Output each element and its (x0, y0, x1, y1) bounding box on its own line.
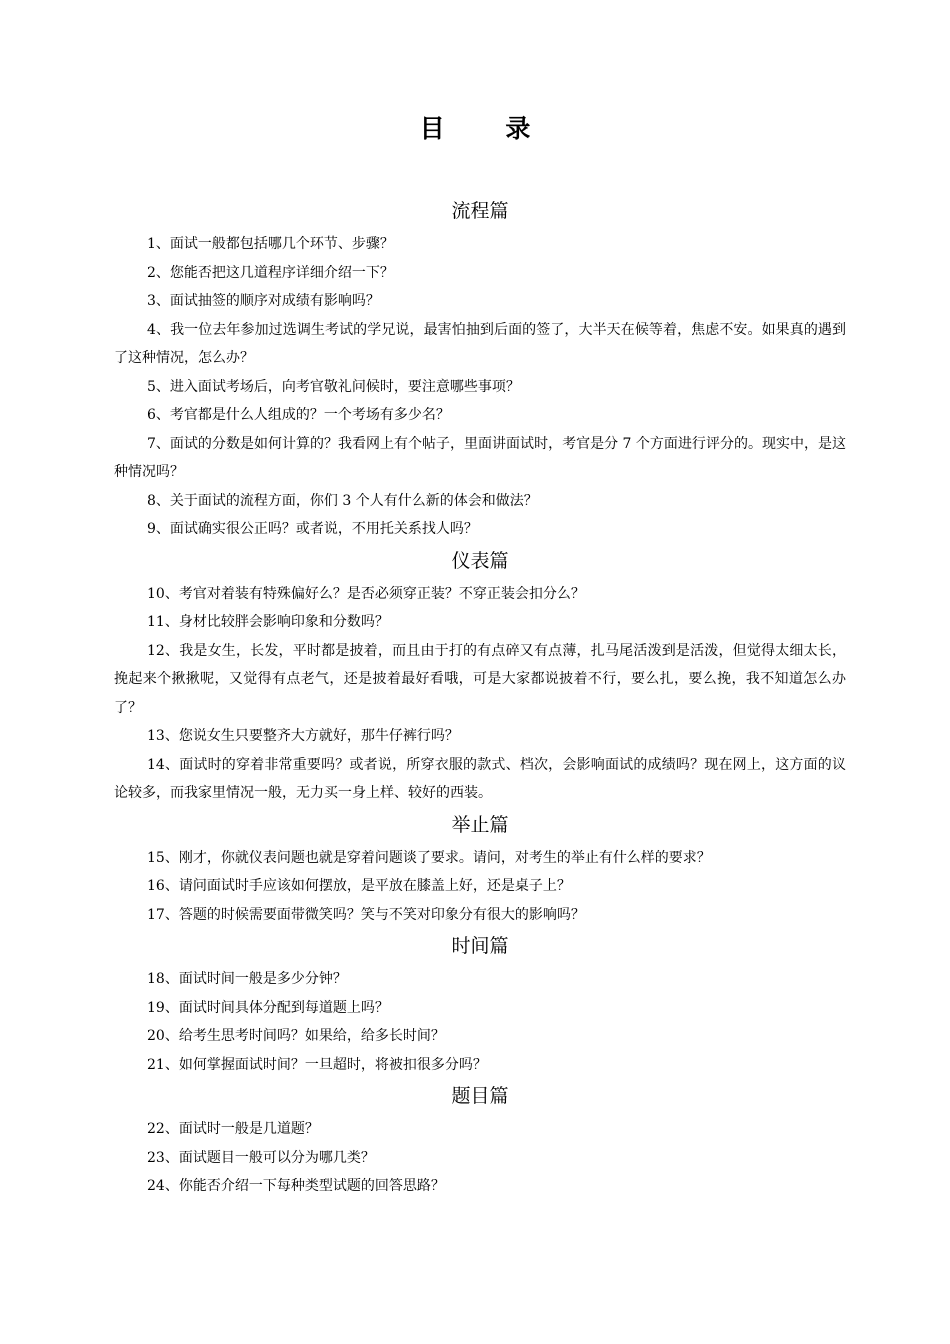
toc-item: 18、面试时间一般是多少分钟？ (147, 971, 347, 987)
toc-item: 4、我一位去年参加过选调生考试的学兄说，最害怕抽到后面的签了，大半天在候等着，焦虑不安。如果真的遇到了这种情况，怎么办？ (114, 321, 846, 366)
toc-item: 13、您说女生只要整齐大方就好，那牛仔裤行吗？ (147, 728, 459, 744)
table-of-contents (114, 194, 846, 1201)
toc-item: 12、我是女生，长发，平时都是披着，而且由于打的有点碎又有点薄，扎马尾活泼到是活泼，但觉得太细太长，挽起来个揪揪呢，又觉得有点老气，还是披着最好看哦，可是大家都说披着不行，要么扎，要么挽，我不知道怎么办了？ (114, 642, 846, 716)
section-time (114, 929, 846, 1079)
toc-item: 6、考官都是什么人组成的？一个考场有多少名？ (147, 407, 450, 423)
toc-item: 5、进入面试考场后，向考官敬礼问候时，要注意哪些事项？ (147, 378, 520, 395)
toc-item: 16、请问面试时手应该如何摆放，是平放在膝盖上好，还是桌子上？ (147, 878, 571, 894)
toc-list (114, 1115, 846, 1201)
section-questions (114, 1079, 846, 1201)
toc-item: 11、身材比较胖会影响印象和分数吗？ (147, 614, 389, 630)
section-process (114, 194, 846, 544)
toc-list (114, 965, 846, 1079)
toc-item: 19、面试时间具体分配到每道题上吗？ (147, 999, 389, 1016)
section-title: 仪表篇 (451, 549, 509, 572)
section-appearance (114, 544, 846, 808)
toc-list (114, 230, 846, 544)
toc-item: 9、面试确实很公正吗？或者说，不用托关系找人吗？ (147, 521, 478, 537)
toc-item: 10、考官对着装有特殊偏好么？是否必须穿正装？不穿正装会扣分么？ (147, 585, 585, 602)
toc-item: 17、答题的时候需要面带微笑吗？笑与不笑对印象分有很大的影响吗？ (147, 906, 585, 923)
toc-item: 14、面试时的穿着非常重要吗？或者说，所穿衣服的款式、档次，会影响面试的成绩吗？现在网上，这方面的议论较多，而我家里情况一般，无力买一身上样、较好的西装。 (114, 756, 846, 801)
section-title: 举止篇 (451, 813, 509, 836)
toc-item: 24、你能否介绍一下每种类型试题的回答思路？ (147, 1178, 445, 1194)
document-title: 目 录 (419, 114, 557, 143)
section-title: 时间篇 (451, 935, 509, 957)
toc-item: 20、给考生思考时间吗？如果给，给多长时间？ (147, 1028, 445, 1044)
toc-list (114, 844, 846, 930)
section-title: 流程篇 (451, 200, 509, 222)
toc-item: 7、面试的分数是如何计算的？我看网上有个帖子，里面讲面试时，考官是分 7 个方面进行评分的。现实中，是这种情况吗？ (114, 435, 846, 480)
toc-item: 15、刚才，你就仪表问题也就是穿着问题谈了要求。请问，对考生的举止有什么样的要求？ (147, 849, 711, 866)
section-title: 题目篇 (451, 1085, 509, 1107)
toc-item: 3、面试抽签的顺序对成绩有影响吗？ (147, 293, 380, 309)
toc-item: 23、面试题目一般可以分为哪几类？ (147, 1149, 375, 1166)
toc-item: 8、关于面试的流程方面，你们 3 个人有什么新的体会和做法？ (147, 492, 538, 509)
toc-list (114, 580, 846, 808)
section-behavior (114, 808, 846, 930)
toc-item: 1、面试一般都包括哪几个环节、步骤？ (147, 236, 394, 252)
toc-item: 22、面试时一般是几道题？ (147, 1121, 319, 1137)
toc-item: 2、您能否把这几道程序详细介绍一下？ (147, 264, 394, 281)
toc-item: 21、如何掌握面试时间？一旦超时，将被扣很多分吗？ (147, 1056, 487, 1073)
